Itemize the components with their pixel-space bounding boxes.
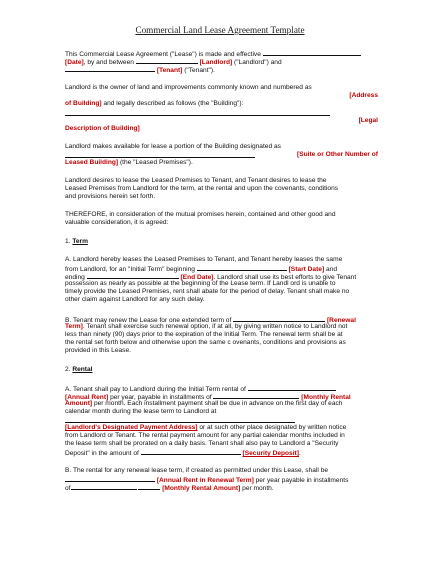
- text-line: Description of Building]: [65, 125, 140, 132]
- text-line: Leased Building] (the "Leased Premises").: [65, 159, 193, 166]
- start-date-field[interactable]: [Start Date]: [288, 266, 325, 273]
- text-line: B. Tenant may renew the Lease for one extended term of [Renewal: [65, 317, 356, 324]
- legal-description-field[interactable]: [Legal: [358, 117, 378, 124]
- text-line: [297, 151, 378, 159]
- text-line: [Landlord's Designated Payment Address] or at such other place designated by written notice: [65, 424, 347, 431]
- text-line: Term]. Tenant shall exercise such renewal option, if at all, by giving written notice to Landlord not: [65, 323, 348, 330]
- blank-line: [65, 109, 330, 119]
- text-line: the lease term shall be prorated on a daily basis. Tenant shall also pay to Landlord a "Security: [65, 440, 339, 447]
- address-field[interactable]: [Address: [349, 92, 378, 99]
- annual-rent-field[interactable]: [Annual Rent]: [65, 394, 109, 401]
- text-line: from Landlord, for an "Initial Term" beginning [Start Date] and: [65, 266, 337, 273]
- section-heading-term: 1. Term: [65, 238, 88, 245]
- text-line: calendar month during the lease term to Landlord at: [65, 408, 217, 415]
- text-line: the rental set forth below and otherwise upon the same c ovenants, conditions and provisions as: [65, 339, 346, 346]
- text-line: A. Landlord hereby leases the Leased Premises to Tenant, and Tenant hereby leases the same: [65, 256, 343, 263]
- renewal-monthly-rental-field[interactable]: [Monthly Rental Amount]: [162, 485, 241, 492]
- text-line: from Landlord or Tenant. The rental payment amount for any partial calendar months included in: [65, 432, 345, 439]
- renewal-term-field[interactable]: [Renewal: [326, 317, 356, 324]
- text-line: less than ninety (90) days prior to the expiration of the Initial Term. The renewal term shall be at: [65, 331, 343, 338]
- security-deposit-field[interactable]: [Security Deposit]: [242, 450, 299, 457]
- payment-address-field[interactable]: [Landlord's Designated Payment Address]: [65, 424, 198, 431]
- text-line: Deposit" in the amount of [Security Deposit].: [65, 450, 301, 457]
- text-line: A. Tenant shall pay to Landlord during the Initial Term rental of: [65, 384, 336, 394]
- text-line: and provisions herein set forth.: [65, 193, 156, 200]
- text-line: B. The rental for any renewal lease term, if created as permitted under this Lease, shall be: [65, 467, 329, 474]
- suite-number-field[interactable]: [Suite or Other Number of: [297, 151, 378, 158]
- text-line: ending [End Date]. Landlord shall use its best efforts to give Tenant: [65, 274, 357, 281]
- text-line: Amount] per month. Each installment payment shall be due in advance on the first day of each: [65, 400, 343, 407]
- section-heading-rental: 2. Rental: [65, 366, 93, 373]
- text-line: [349, 92, 378, 100]
- text-line: timely provide the Leased Premises, rent shall abate for the period of delay. Tenant shall make no: [65, 288, 350, 295]
- text-line: possession as nearly as possible at the beginning of the Lease term. If Landl ord is unable to: [65, 280, 336, 287]
- renewal-annual-rent-field[interactable]: [Annual Rent in Renewal Term]: [156, 477, 254, 484]
- monthly-rental-field[interactable]: [Monthly Rental: [301, 394, 351, 401]
- text-line: Landlord makes available for lease a portion of the Building designated as: [65, 143, 281, 150]
- text-line: of [Monthly Rental Amount] per month.: [65, 485, 274, 492]
- text-line: [359, 117, 378, 125]
- text-line: other claim against Landlord for any such delay.: [65, 296, 205, 303]
- end-date-field[interactable]: [End Date]: [180, 274, 214, 281]
- text-line: valuable consideration, it is agreed:: [65, 219, 169, 226]
- text-line: provided in this Lease.: [65, 347, 131, 354]
- text-line: [Tenant] ("Tenant").: [65, 65, 215, 75]
- tenant-field[interactable]: [Tenant]: [156, 67, 183, 74]
- text-line: Landlord desires to lease the Leased Premises to Tenant, and Tenant desires to lease the: [65, 177, 327, 184]
- document-title: Commercial Land Lease Agreement Template: [135, 25, 305, 35]
- text-line: THEREFORE, in consideration of the mutual promises herein, contained and other good and: [65, 211, 336, 218]
- text-line: [Annual Rent in Renewal Term] per year payable in installments: [65, 475, 348, 485]
- text-line: This Commercial Lease Agreement ("Lease") is made and effective: [65, 49, 361, 59]
- text-line: of Building] and legally described as follows (the "Building"):: [65, 100, 244, 107]
- text-line: Leased Premises from Landlord for the term, at the rental and upon the covenants, conditions: [65, 185, 339, 192]
- text-line: [Date], by and between [Landlord] ("Landlord") and: [65, 59, 282, 66]
- date-field[interactable]: [Date]: [65, 59, 84, 66]
- landlord-field[interactable]: [Landlord]: [199, 59, 233, 66]
- text-line: Landlord is the owner of land and improvements commonly known and numbered as: [65, 84, 312, 91]
- text-line: [Annual Rent] per year, payable in installments of [Monthly Rental: [65, 394, 351, 401]
